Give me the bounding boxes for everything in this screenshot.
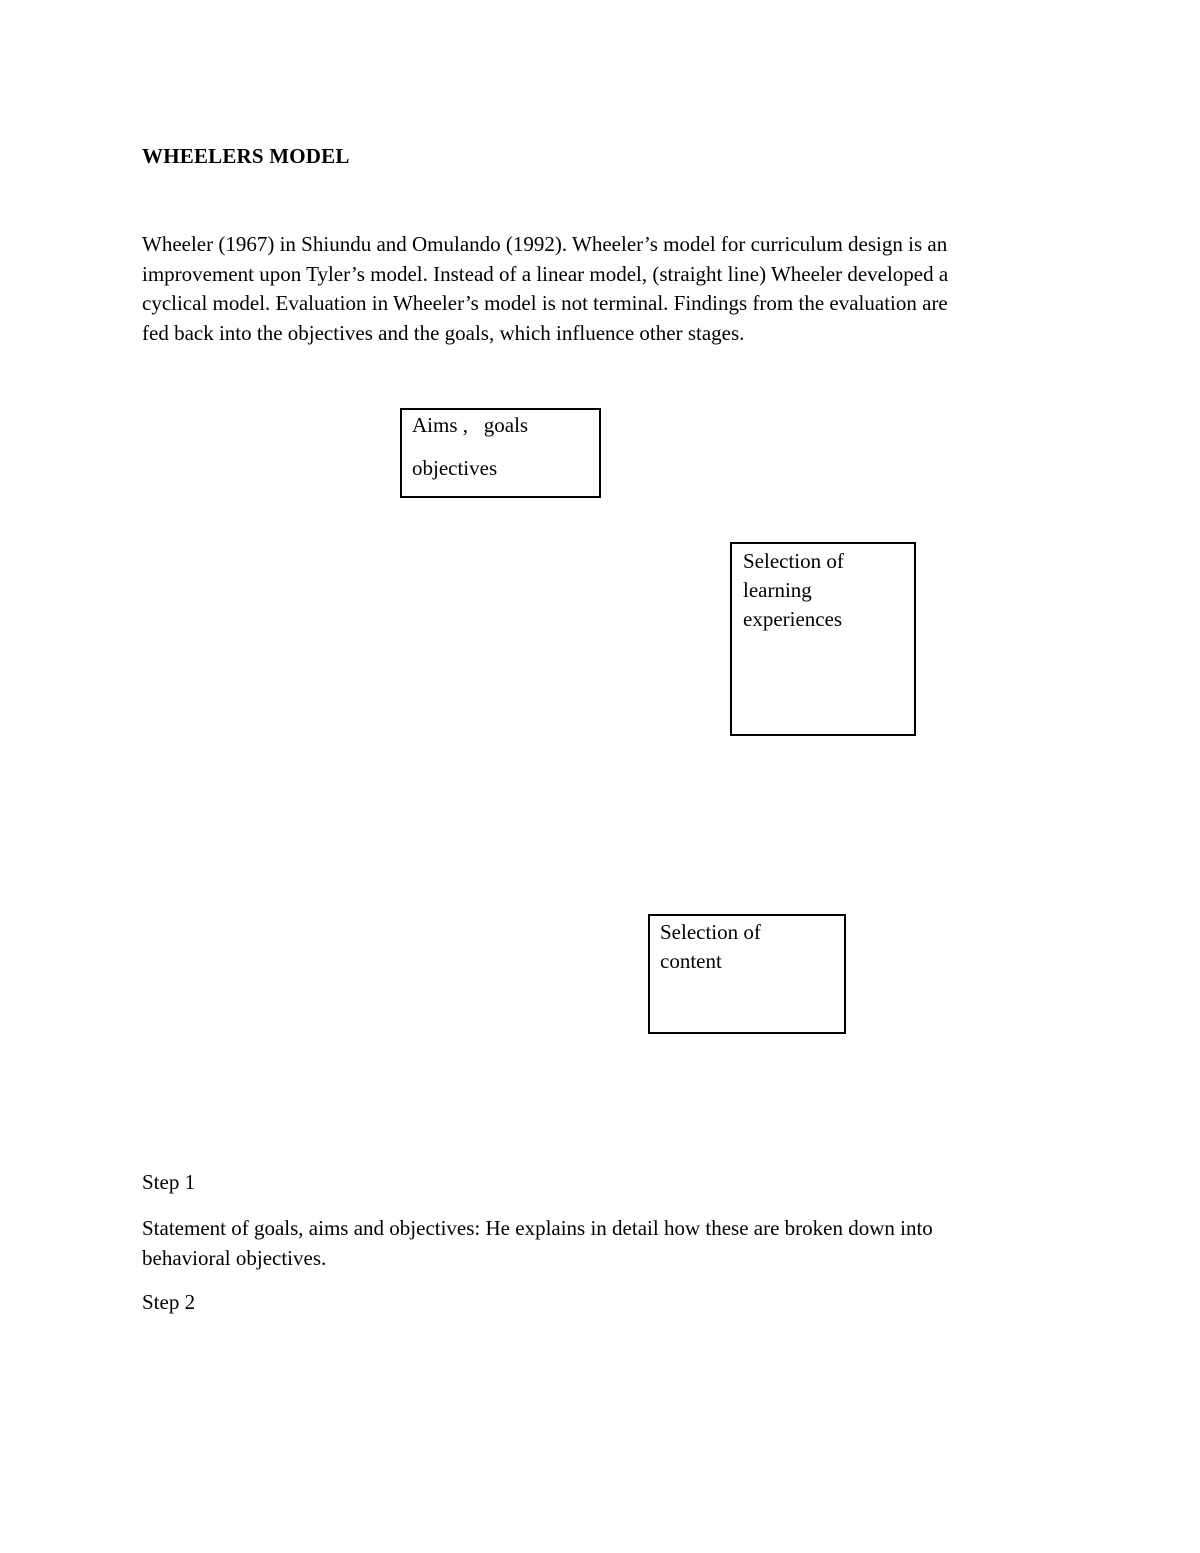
step-1-line: Statement of goals, aims and objectives: He explains in detail how these are broken down into — [142, 1216, 933, 1240]
step-1-text — [142, 1214, 1062, 1273]
content-box-line: content — [660, 949, 722, 973]
learning-box-line: experiences — [743, 607, 843, 631]
intro-line: improvement upon Tyler’s model. Instead of a linear model, (straight line) Wheeler developed a — [142, 261, 949, 286]
aims-box-line: Aims , goals — [412, 413, 529, 437]
learning-box-line: Selection of — [743, 549, 844, 573]
content-box-line: Selection of — [660, 920, 761, 944]
intro-line: Wheeler (1967) in Shiundu and Omulando (1992). Wheeler’s model for curriculum design is an — [142, 232, 948, 256]
intro-line: cyclical model. Evaluation in Wheeler’s model is not terminal. Findings from the evaluation are — [142, 291, 948, 315]
intro-paragraph — [142, 230, 1062, 348]
document-title: WHEELERS MODEL — [142, 144, 350, 168]
step-1-heading: Step 1 — [142, 1170, 196, 1194]
aims-box-line: objectives — [412, 456, 498, 480]
step-2-heading: Step 2 — [142, 1290, 196, 1314]
intro-line: fed back into the objectives and the goals, which influence other stages. — [142, 320, 745, 345]
step-1-line: behavioral objectives. — [142, 1245, 327, 1270]
aims-goals-objectives-box — [400, 408, 601, 498]
learning-experiences-box — [730, 542, 916, 736]
content-selection-box — [648, 914, 846, 1034]
learning-box-line: learning — [743, 578, 812, 602]
